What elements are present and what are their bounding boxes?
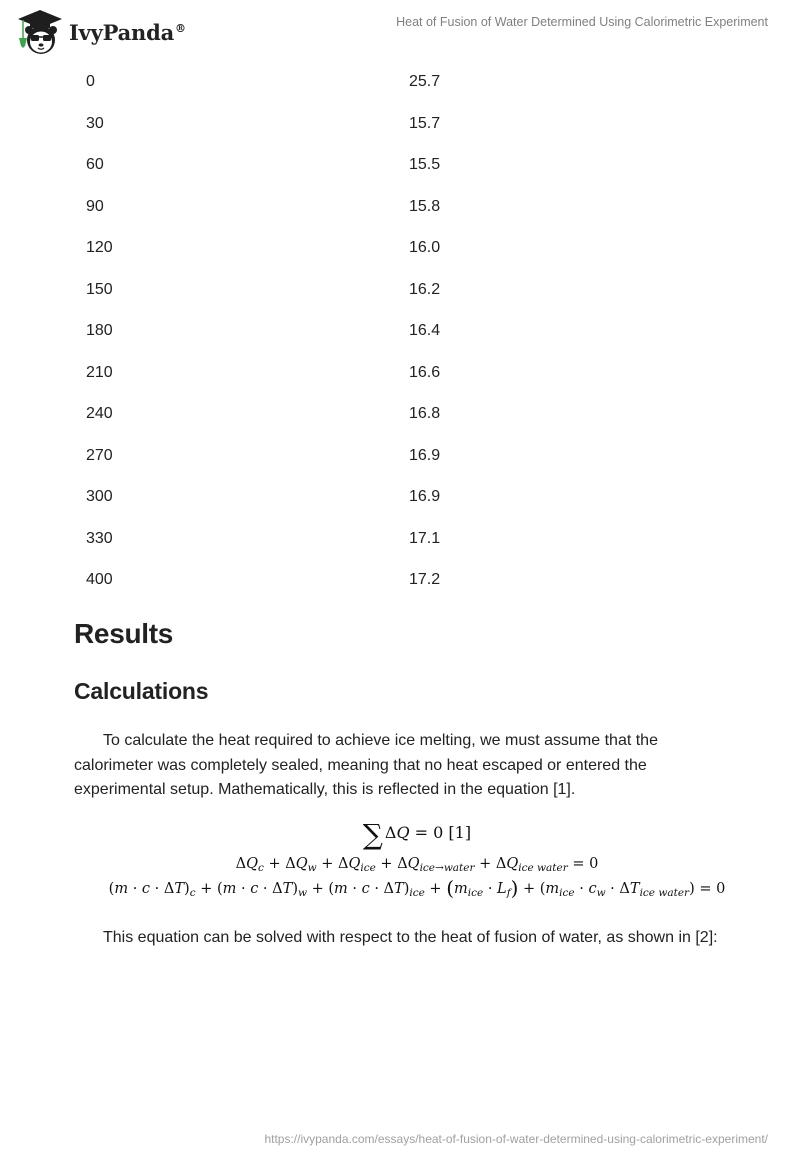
solve-for-heat-paragraph: This equation can be solved with respect to the heat of fusion of water, as shown in [2]: <box>103 929 718 946</box>
table-row <box>86 281 486 301</box>
time-cell: 240 <box>86 405 113 422</box>
calculation-intro-paragraph: To calculate the heat required to achieve ice melting, we must assume that the calorimeter was completely sealed, meaning that no heat escaped or entered the experimental setup. Mathematically, this is reflected in the equation [1]. <box>74 732 658 798</box>
table-row <box>86 530 486 550</box>
table-row <box>86 447 486 467</box>
table-row <box>86 571 486 591</box>
time-cell: 150 <box>86 280 113 298</box>
time-cell: 30 <box>86 114 104 132</box>
table-row <box>86 488 486 508</box>
temperature-cell: 17.2 <box>409 571 441 588</box>
equation-1: ∑ ΔQ = 0 [1] <box>362 818 472 851</box>
ivypanda-logo[interactable] <box>17 8 186 56</box>
temperature-cell: 16.4 <box>409 322 441 339</box>
table-row <box>86 156 486 176</box>
table-row <box>86 405 486 425</box>
temperature-cell: 15.8 <box>409 197 441 215</box>
temperature-cell: 16.2 <box>409 280 441 298</box>
time-cell: 270 <box>86 446 113 464</box>
table-row <box>86 198 486 218</box>
time-cell: 90 <box>86 197 104 215</box>
logo-wordmark <box>69 20 186 45</box>
temperature-cell: 17.1 <box>409 529 441 547</box>
table-row <box>86 239 486 259</box>
equation-heat-sum: $\Delta Q_c + \Delta Q_w + \Delta Q_{ice} + \Delta Q_{ice\to water} + \Delta Q_{ice water} = 0$ <box>235 856 599 874</box>
results-heading: Results <box>74 618 174 649</box>
table-row <box>86 115 486 135</box>
temperature-cell: 25.7 <box>409 73 441 90</box>
temperature-cell: 16.6 <box>409 363 441 381</box>
table-row <box>86 364 486 384</box>
equation-expanded: $(m \cdot c \cdot \Delta T)_c + (m \cdot c \cdot \Delta T)_w + (m \cdot c \cdot \Delta T)_{ice} + (m_{ice} \cdot L_f) + (m_{ice} \cdot c_w \cdot \Delta T_{ice water}) = 0$ <box>108 876 726 900</box>
source-url[interactable]: https://ivypanda.com/essays/heat-of-fusion-of-water-determined-using-calorimetric-experiment/ <box>264 1132 768 1146</box>
temperature-cell: 15.7 <box>409 114 441 132</box>
registered-mark: ® <box>175 21 186 35</box>
time-cell: 180 <box>86 322 113 339</box>
time-cell: 330 <box>86 529 113 547</box>
time-cell: 60 <box>86 156 104 173</box>
time-cell: 300 <box>86 488 113 505</box>
running-title: Heat of Fusion of Water Determined Using Calorimetric Experiment <box>396 15 768 29</box>
time-cell: 120 <box>86 239 113 256</box>
temperature-cell: 16.9 <box>409 446 441 464</box>
temperature-cell: 16.0 <box>409 239 441 256</box>
time-cell: 210 <box>86 363 113 381</box>
temperature-cell: 16.9 <box>409 488 441 505</box>
panda-graduate-icon <box>17 8 63 56</box>
calculations-heading: Calculations <box>74 678 209 704</box>
table-row <box>86 322 486 342</box>
time-cell: 0 <box>86 73 95 90</box>
time-cell: 400 <box>86 571 113 588</box>
table-row <box>86 73 486 93</box>
logo-text: IvyPanda <box>69 19 175 45</box>
page-header <box>0 0 800 64</box>
temperature-cell: 16.8 <box>409 405 441 422</box>
temperature-cell: 15.5 <box>409 156 441 173</box>
